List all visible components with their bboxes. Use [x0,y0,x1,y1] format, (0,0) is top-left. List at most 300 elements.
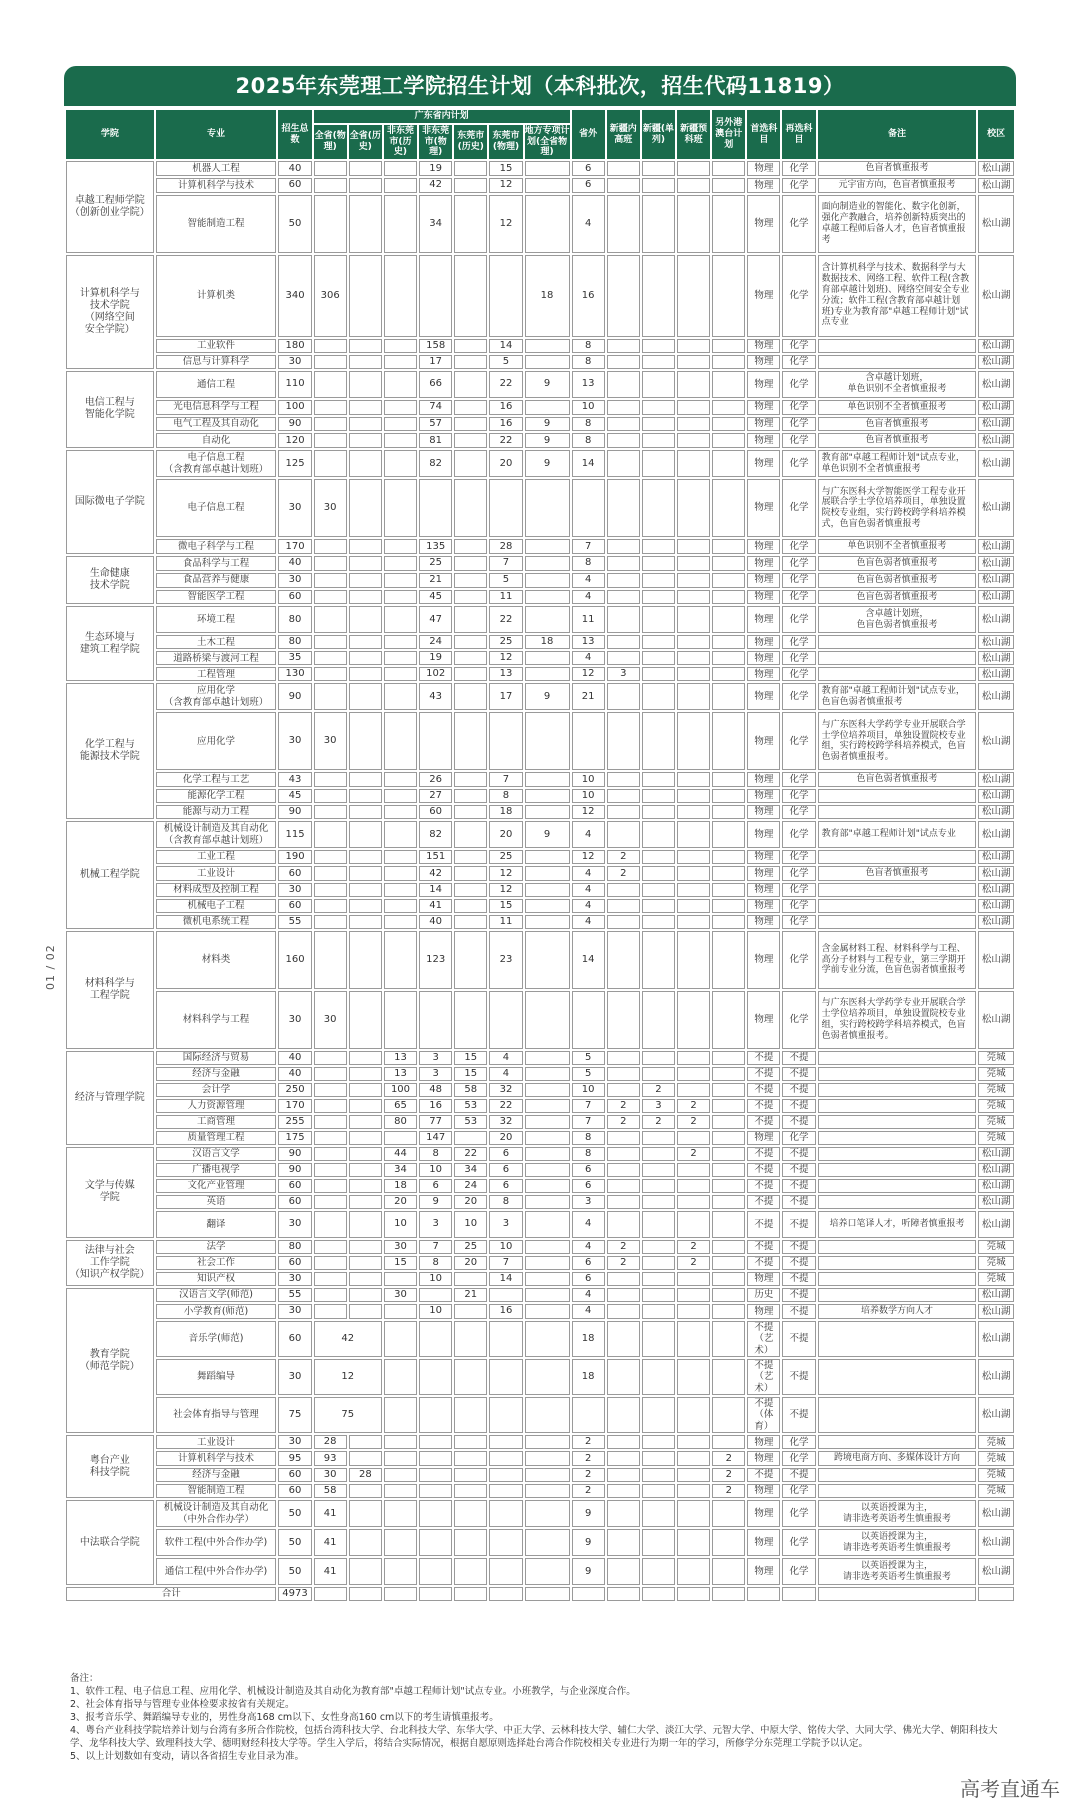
second-subject-cell: 化学 [782,915,815,929]
campus-cell: 松山湖 [978,1288,1014,1302]
quota-cell [525,712,570,770]
xinjiang-danlie-cell [642,1468,675,1482]
note-cell [818,1147,977,1161]
gat-cell [712,606,745,633]
gat-cell [712,651,745,665]
outside-cell: 8 [572,1131,605,1145]
xinjiang-yuke-cell [677,1397,710,1433]
first-subject-cell: 物理 [747,255,780,337]
table-row [66,805,1014,819]
quota-cell: 7 [489,772,522,787]
quota-cell [314,433,347,448]
xinjiang-danlie-cell [642,931,675,989]
major-cell: 材料科学与工程 [156,991,277,1049]
quota-cell [349,772,382,787]
xinjiang-yuke-cell [677,866,710,881]
quota-cell: 82 [419,821,452,848]
total-cell: 30 [278,1359,311,1395]
empty-cell [314,1587,347,1601]
quota-cell [314,866,347,881]
quota-cell [349,1115,382,1129]
first-subject-cell: 不提 [747,1067,780,1081]
quota-cell [384,805,417,819]
note-cell: 跨境电商方向、多媒体设计方向 [818,1451,977,1466]
header-college: 学院 [66,110,154,159]
table-row [66,1163,1014,1177]
quota-cell: 10 [419,1304,452,1319]
table-row [66,433,1014,448]
outside-cell: 6 [572,1272,605,1286]
page-number: 01 / 02 [44,944,57,990]
first-subject-cell: 物理 [747,866,780,881]
major-cell: 光电信息科学与工程 [156,400,277,415]
quota-cell [314,772,347,787]
total-cell: 30 [278,573,311,588]
quota-cell: 25 [419,556,452,571]
major-cell: 翻译 [156,1211,277,1238]
xinjiang-yuke-cell [677,805,710,819]
note-cell [818,1195,977,1209]
campus-cell: 松山湖 [978,931,1014,989]
xinjiang-neigao-cell: 2 [607,1256,640,1270]
first-subject-cell: 物理 [747,371,780,398]
outside-cell: 18 [572,1321,605,1357]
major-cell: 国际经济与贸易 [156,1051,277,1065]
quota-cell [349,899,382,913]
second-subject-cell: 化学 [782,178,815,193]
xinjiang-danlie-cell [642,1240,675,1254]
table-row [66,479,1014,537]
major-cell: 人力资源管理 [156,1099,277,1113]
total-cell: 180 [278,339,311,353]
first-subject-cell: 不提 （艺术） [747,1321,780,1357]
outside-cell: 16 [572,255,605,337]
quota-cell [314,651,347,665]
note-cell [818,1397,977,1433]
second-subject-cell: 不提 [782,1288,815,1302]
outside-cell: 5 [572,1067,605,1081]
campus-cell: 松山湖 [978,479,1014,537]
first-subject-cell: 物理 [747,1451,780,1466]
second-subject-cell: 化学 [782,1484,815,1498]
total-cell: 90 [278,683,311,710]
empty-cell [712,1587,745,1601]
table-row [66,1484,1014,1498]
outside-cell [572,991,605,1049]
quota-cell [419,255,452,337]
table-row [66,1397,1014,1433]
quota-cell [454,635,487,649]
major-cell: 舞蹈编导 [156,1359,277,1395]
quota-cell [454,161,487,176]
xinjiang-neigao-cell: 2 [607,866,640,881]
quota-cell: 16 [489,400,522,415]
table-row [66,1468,1014,1482]
quota-cell [384,1131,417,1145]
quota-cell [384,1529,417,1556]
major-cell: 计算机科学与技术 [156,178,277,193]
outside-cell: 4 [572,590,605,605]
quota-cell [384,1484,417,1498]
quota-cell [384,371,417,398]
outside-cell: 4 [572,651,605,665]
quota-cell [525,1359,570,1395]
quota-cell: 3 [489,1211,522,1238]
xinjiang-danlie-cell [642,433,675,448]
first-subject-cell: 不提 （体育） [747,1397,780,1433]
xinjiang-danlie-cell [642,255,675,337]
college-cell: 电信工程与 智能化学院 [66,371,154,448]
note-cell [818,1468,977,1482]
campus-cell: 松山湖 [978,866,1014,881]
quota-cell [525,1163,570,1177]
empty-cell [489,1587,522,1601]
gat-cell [712,573,745,588]
major-cell: 土木工程 [156,635,277,649]
quota-cell: 53 [454,1099,487,1113]
quota-cell [525,1179,570,1193]
xinjiang-danlie-cell [642,355,675,369]
quota-cell [454,866,487,881]
major-cell: 知识产权 [156,1272,277,1286]
table-row [66,1359,1014,1395]
second-subject-cell: 化学 [782,1529,815,1556]
gat-cell [712,1099,745,1113]
xinjiang-danlie-cell [642,651,675,665]
second-subject-cell: 化学 [782,355,815,369]
quota-cell: 22 [454,1147,487,1161]
quota-cell [384,899,417,913]
quota-cell [349,1272,382,1286]
xinjiang-danlie-cell [642,371,675,398]
quota-cell [349,1195,382,1209]
header-guangdong-plan: 广东省内计划 [314,110,570,123]
quota-cell: 81 [419,433,452,448]
first-subject-cell: 不提 [747,1051,780,1065]
major-cell: 会计学 [156,1083,277,1097]
quota-cell [349,195,382,253]
quota-cell [314,915,347,929]
quota-cell [384,450,417,477]
note-cell [818,355,977,369]
quota-cell: 17 [489,683,522,710]
table-row [66,1099,1014,1113]
total-label: 合计 [66,1587,276,1601]
major-cell: 智能医学工程 [156,590,277,605]
campus-cell: 莞城 [978,1083,1014,1097]
gat-cell [712,1240,745,1254]
second-subject-cell: 化学 [782,255,815,337]
xinjiang-danlie-cell [642,1163,675,1177]
quota-cell: 9 [525,450,570,477]
total-cell: 75 [278,1397,311,1433]
quota-cell: 42 [419,178,452,193]
xinjiang-yuke-cell [677,991,710,1049]
xinjiang-neigao-cell [607,1468,640,1482]
xinjiang-neigao-cell [607,1147,640,1161]
quota-cell [419,479,452,537]
first-subject-cell: 不提 [747,1083,780,1097]
quota-cell [525,850,570,864]
quota-cell: 123 [419,931,452,989]
campus-cell: 松山湖 [978,1529,1014,1556]
second-subject-cell: 化学 [782,371,815,398]
campus-cell: 莞城 [978,1115,1014,1129]
gat-cell [712,371,745,398]
header-xinjiang-danlie: 新疆(单列) [642,110,675,159]
quota-cell [349,667,382,681]
major-cell: 电气工程及其自动化 [156,417,277,432]
quota-cell [454,339,487,353]
outside-cell: 8 [572,1147,605,1161]
quota-cell [314,1147,347,1161]
total-cell: 30 [278,1435,311,1449]
quota-cell [384,1304,417,1319]
xinjiang-neigao-cell [607,1484,640,1498]
second-subject-cell: 化学 [782,339,815,353]
xinjiang-yuke-cell [677,899,710,913]
outside-cell: 6 [572,1179,605,1193]
quota-cell [314,339,347,353]
quota-cell [349,1131,382,1145]
xinjiang-yuke-cell: 2 [677,1115,710,1129]
major-cell: 微电子科学与工程 [156,539,277,554]
xinjiang-danlie-cell [642,991,675,1049]
outside-cell: 4 [572,195,605,253]
xinjiang-neigao-cell [607,1359,640,1395]
quota-cell [525,1256,570,1270]
quota-cell [525,866,570,881]
campus-cell: 松山湖 [978,772,1014,787]
second-subject-cell: 化学 [782,1558,815,1585]
xinjiang-yuke-cell [677,1451,710,1466]
major-cell: 工程管理 [156,667,277,681]
quota-cell: 13 [384,1067,417,1081]
outside-cell: 12 [572,805,605,819]
xinjiang-danlie-cell [642,1321,675,1357]
xinjiang-danlie-cell [642,1272,675,1286]
xinjiang-yuke-cell [677,1051,710,1065]
quota-cell [349,255,382,337]
outside-cell: 4 [572,899,605,913]
quota-cell [349,1083,382,1097]
gat-cell [712,450,745,477]
table-row [66,1529,1014,1556]
gat-cell [712,1195,745,1209]
total-cell: 110 [278,371,311,398]
quota-cell [454,772,487,787]
xinjiang-danlie-cell [642,1051,675,1065]
xinjiang-yuke-cell: 2 [677,1256,710,1270]
college-cell: 生态环境与 建筑工程学院 [66,606,154,681]
quota-cell: 53 [454,1115,487,1129]
quota-cell [349,450,382,477]
second-subject-cell: 化学 [782,479,815,537]
table-row [66,1558,1014,1585]
campus-cell: 松山湖 [978,883,1014,897]
quota-cell [314,195,347,253]
quota-cell [384,539,417,554]
major-cell: 机械设计制造及其自动化 （中外合作办学） [156,1500,277,1527]
gat-cell [712,195,745,253]
xinjiang-yuke-cell [677,590,710,605]
campus-cell: 松山湖 [978,683,1014,710]
xinjiang-yuke-cell [677,1321,710,1357]
header-sub-3: 非东莞市(物理) [419,125,452,159]
footnote-line: 5、以上计划数如有变动，请以各省招生专业目录为准。 [70,1751,305,1762]
campus-cell: 松山湖 [978,635,1014,649]
major-cell: 小学教育(师范) [156,1304,277,1319]
major-cell: 食品营养与健康 [156,573,277,588]
major-cell: 质量管理工程 [156,1131,277,1145]
quota-cell [454,355,487,369]
xinjiang-yuke-cell [677,1131,710,1145]
quota-cell [525,1304,570,1319]
table-row [66,651,1014,665]
total-cell: 80 [278,606,311,633]
table-row [66,635,1014,649]
first-subject-cell: 物理 [747,821,780,848]
quota-cell: 10 [489,1240,522,1254]
note-cell [818,1179,977,1193]
gat-cell [712,433,745,448]
campus-cell: 松山湖 [978,371,1014,398]
header-xinjiang-neigao: 新疆内高班 [607,110,640,159]
first-subject-cell: 物理 [747,915,780,929]
major-cell: 计算机科学与技术 [156,1451,277,1466]
quota-cell [454,433,487,448]
quota-cell [525,1240,570,1254]
outside-cell: 3 [572,1195,605,1209]
gat-cell [712,255,745,337]
quota-cell [454,899,487,913]
quota-cell: 30 [314,479,347,537]
quota-cell: 22 [489,1099,522,1113]
quota-cell: 15 [454,1067,487,1081]
major-cell: 社会工作 [156,1256,277,1270]
outside-cell: 10 [572,1083,605,1097]
quota-cell: 80 [384,1115,417,1129]
quota-cell [384,850,417,864]
table-row [66,772,1014,787]
quota-cell [419,1484,452,1498]
quota-cell [525,178,570,193]
quota-cell: 12 [489,883,522,897]
table-row [66,883,1014,897]
first-subject-cell: 物理 [747,590,780,605]
quota-cell [384,1500,417,1527]
header-xinjiang-yuke: 新疆预科班 [677,110,710,159]
quota-cell [525,931,570,989]
total-cell: 90 [278,1147,311,1161]
major-cell: 英语 [156,1195,277,1209]
outside-cell: 11 [572,606,605,633]
quota-cell [489,1288,522,1302]
xinjiang-neigao-cell [607,991,640,1049]
major-cell: 自动化 [156,433,277,448]
quota-cell [489,1321,522,1357]
second-subject-cell: 化学 [782,1435,815,1449]
first-subject-cell: 物理 [747,433,780,448]
empty-cell [419,1587,452,1601]
table-row [66,931,1014,989]
outside-cell: 4 [572,883,605,897]
quota-cell [349,805,382,819]
quota-cell: 20 [489,450,522,477]
quota-cell [384,339,417,353]
xinjiang-yuke-cell [677,1067,710,1081]
note-cell [818,1321,977,1357]
quota-cell [525,1435,570,1449]
note-cell [818,1272,977,1286]
table-row [66,712,1014,770]
xinjiang-danlie-cell [642,850,675,864]
college-cell: 卓越工程师学院 （创新创业学院） [66,161,154,253]
quota-cell [314,450,347,477]
second-subject-cell: 化学 [782,1131,815,1145]
outside-cell: 6 [572,1256,605,1270]
quota-cell [489,991,522,1049]
campus-cell: 松山湖 [978,161,1014,176]
major-cell: 汉语言文学(师范) [156,1288,277,1302]
header-gat-plan: 另外港澳台计划 [712,110,745,159]
xinjiang-neigao-cell [607,1272,640,1286]
quota-cell [525,606,570,633]
xinjiang-yuke-cell [677,1179,710,1193]
footnote-line: 备注： [70,1673,99,1684]
gat-cell [712,539,745,554]
quota-cell [314,1083,347,1097]
note-cell: 以英语授课为主， 请非选考英语考生慎重报考 [818,1558,977,1585]
note-cell: 含卓越计划班， 单色识别不全者慎重报考 [818,371,977,398]
quota-cell: 43 [419,683,452,710]
table-row [66,915,1014,929]
table-row [66,899,1014,913]
xinjiang-danlie-cell [642,339,675,353]
table-row [66,1240,1014,1254]
xinjiang-danlie-cell [642,772,675,787]
quota-cell: 34 [454,1163,487,1177]
table-row [66,178,1014,193]
quota-cell [454,850,487,864]
xinjiang-neigao-cell [607,178,640,193]
major-cell: 工业设计 [156,1435,277,1449]
note-cell [818,1131,977,1145]
quota-cell [349,606,382,633]
quota-cell [384,712,417,770]
total-cell: 55 [278,1288,311,1302]
xinjiang-neigao-cell [607,556,640,571]
outside-cell: 7 [572,1115,605,1129]
note-cell: 含计算机科学与技术、数据科学与大数据技术、网络工程、软件工程(含教育部卓越计划班)、网络空间安全专业分流；软件工程(含教育部卓越计划班)专业为教育部"卓越工程师计划"试点专业 [818,255,977,337]
gat-cell [712,915,745,929]
quota-cell [349,683,382,710]
quota-cell [349,1451,382,1466]
note-cell [818,1484,977,1498]
major-cell: 食品科学与工程 [156,556,277,571]
first-subject-cell: 不提 [747,1099,780,1113]
quota-cell [384,1451,417,1466]
quota-cell: 20 [454,1195,487,1209]
xinjiang-yuke-cell [677,371,710,398]
total-cell: 90 [278,417,311,432]
quota-cell [314,667,347,681]
campus-cell: 松山湖 [978,556,1014,571]
xinjiang-yuke-cell [677,1272,710,1286]
xinjiang-danlie-cell [642,1067,675,1081]
quota-cell [384,1558,417,1585]
first-subject-cell: 物理 [747,712,780,770]
